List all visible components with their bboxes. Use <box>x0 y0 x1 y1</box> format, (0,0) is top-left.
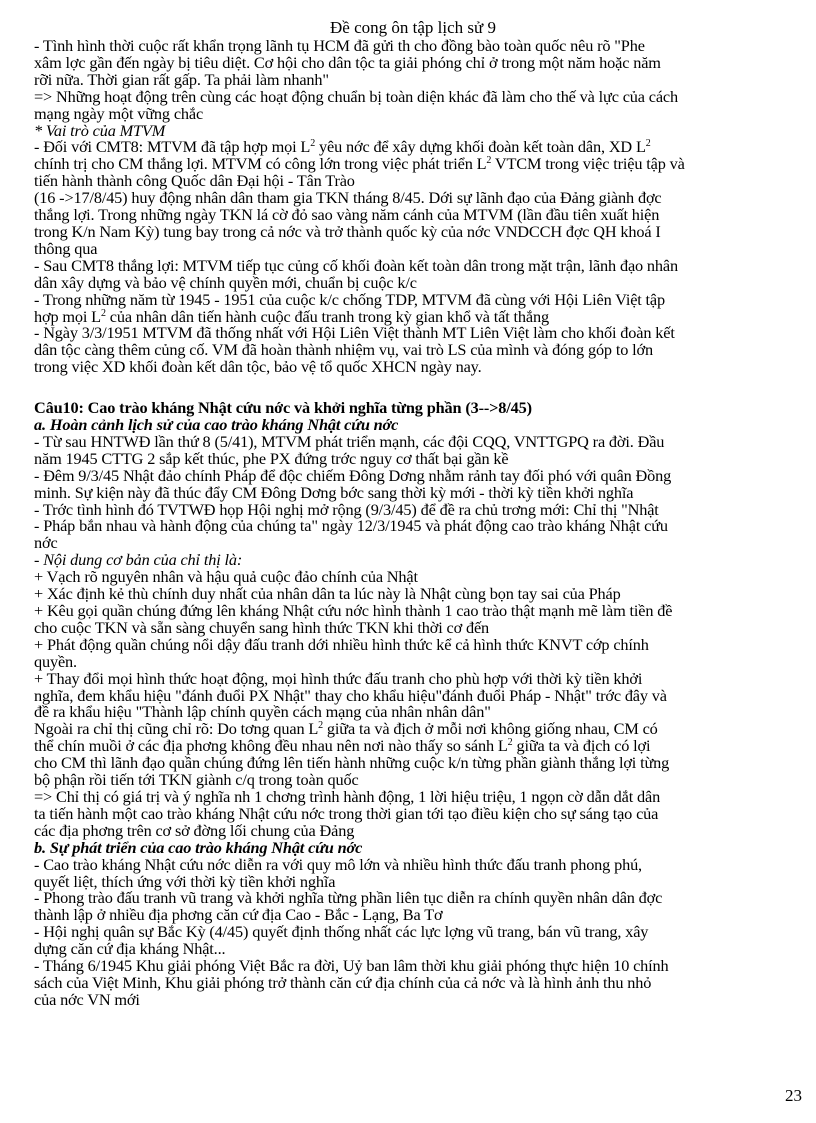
text-segment: giữa ta và địch ở mỗi nơi không giống nhau, CM có <box>323 719 658 739</box>
superscript: 2 <box>100 307 106 319</box>
text-line: xâm lợc gần đến ngày bị tiêu diệt. Cơ hội cho dân tộc ta giải phóng chỉ ở trong một năm hoặc năm <box>34 52 661 72</box>
text-line: + Vạch rõ nguyên nhân và hậu quả cuộc đảo chính của Nhật <box>34 567 418 587</box>
text-segment: VTCM trong việc triệu tập và <box>491 154 685 174</box>
superscript: 2 <box>645 138 651 150</box>
text-line: dân xây dựng và bảo vệ chính quyền mới, chuẩn bị cuộc k/c <box>34 272 417 292</box>
text-line: - Cao trào kháng Nhật cứu nớc diễn ra với quy mô lớn và nhiều hình thức đấu tranh phong phú, <box>34 854 642 874</box>
text-line: quyền. <box>34 651 77 671</box>
text-line: (16 ->17/8/45) huy động nhân dân tham gia TKN tháng 8/45. Dới sự lãnh đạo của Đảng giành đợc <box>34 188 662 208</box>
text-line: các địa phơng trên cơ sở đờng lối chung của Đảng <box>34 820 355 840</box>
text-line: - Sau CMT8 thắng lợi: MTVM tiếp tục củng cố khối đoàn kết toàn dân trong mặt trận, lãnh đạo nhân <box>34 255 678 275</box>
text-segment: chính trị cho CM thắng lợi. MTVM có công lớn trong việc phát triển L <box>34 154 487 174</box>
text-segment: của nhân dân tiến hành cuộc đấu tranh trong kỳ gian khổ và tất thắng <box>105 306 549 326</box>
intro-paragraphs <box>34 38 792 123</box>
text-line: + Phát động quần chúng nổi dậy đấu tranh dới nhiều hình thức kể cả hình thức KNVT cớp chính <box>34 634 649 654</box>
superscript: 2 <box>318 720 324 732</box>
text-line: đề ra khẩu hiệu "Thành lập chính quyền cách mạng của nhân nhân dân" <box>34 702 491 722</box>
section-b-heading: b. Sự phát triển của cao trào kháng Nhật cứu nớc <box>34 837 363 857</box>
text-line: mạng ngày một vững chắc <box>34 103 204 123</box>
section-b-paragraphs <box>34 854 792 1009</box>
text-line: năm 1945 CTTG 2 sắp kết thúc, phe PX đứng trớc nguy cơ thất bại gần kề <box>34 448 509 468</box>
text-segment: giữa ta và địch có lợi <box>512 736 651 756</box>
page-header: Đề cong ôn tập lịch sử 9 <box>330 18 496 37</box>
document-page <box>34 20 792 1009</box>
text-line: cho CM thì lãnh đạo quần chúng đứng lên tiến hành những cuộc k/n từng phần giành thắng lợi từng <box>34 753 670 773</box>
text-line: rỡi nữa. Thời gian rất gấp. Ta phải làm nhanh" <box>34 69 329 89</box>
text-line: - Ngày 3/3/1951 MTVM đã thống nhất với Hội Liên Việt thành MT Liên Việt làm cho khối đoàn kết <box>34 323 675 343</box>
text-line: của nớc VN mới <box>34 989 140 1009</box>
text-line: trong K/n Nam Kỳ) tung bay trong cả nớc và trở thành quốc kỳ của nớc VNDCCH đợc QH khoá I <box>34 221 661 241</box>
text-segment: Ngoài ra chỉ thị cũng chỉ rõ: Do tơng quan L <box>34 719 319 739</box>
text-line: + Thay đổi mọi hình thức hoạt động, mọi hình thức đấu tranh cho phù hợp với thời kỳ tiền khởi <box>34 668 643 688</box>
text-line: dân tộc càng thêm củng cố. VM đã hoàn thành nhiệm vụ, vai trò LS của mình và đóng góp to lớn <box>34 340 653 360</box>
text-line: - Đêm 9/3/45 Nhật đảo chính Pháp để độc chiếm Đông Dơng nhằm rảnh tay đối phó với quân Đồng <box>34 465 672 485</box>
text-line: cho cuộc TKN và sẵn sàng chuyển sang hình thức TKN khi thời cơ đến <box>34 617 490 637</box>
text-line: - Phong trào đấu tranh vũ trang và khởi nghĩa từng phần liên tục diễn ra chính quyền nhân dân đợc <box>34 888 663 908</box>
text-line: => Chỉ thị có giá trị và ý nghĩa nh 1 chơng trình hành động, 1 lời hiệu triệu, 1 ngọn cờ dẫn dắt dân <box>34 786 661 806</box>
text-line: bộ phận rồi tiến tới TKN giành c/q trong toàn quốc <box>34 770 359 790</box>
chi-thi-heading: - Nội dung cơ bản của chỉ thị là: <box>34 550 243 570</box>
vai-tro-paragraphs <box>34 139 792 376</box>
superscript: 2 <box>486 155 492 167</box>
superscript: 2 <box>310 138 316 150</box>
section-a-paragraphs <box>34 431 792 553</box>
text-line: quyết liệt, thích ứng với thời kỳ tiền khởi nghĩa <box>34 871 336 891</box>
text-line: - Tháng 6/1945 Khu giải phóng Việt Bắc ra đời, Uỷ ban lâm thời khu giải phóng thực hiện 10 chính <box>34 956 669 976</box>
text-line: dựng căn cứ địa kháng Nhật... <box>34 939 226 959</box>
text-line: trong việc XD khối đoàn kết dân tộc, bảo vệ tổ quốc XHCN ngày nay. <box>34 357 482 377</box>
ngoai-ra-paragraph <box>34 721 792 839</box>
superscript: 2 <box>507 737 513 749</box>
text-line: minh. Sự kiện này đã thúc đẩy CM Đông Dơng bớc sang thời kỳ mới - thời kỳ tiền khởi nghĩa <box>34 482 634 502</box>
text-segment: yêu nớc để xây dựng khối đoàn kết toàn dân, XD L <box>315 137 646 157</box>
chi-thi-list <box>34 569 792 721</box>
text-line: - Hội nghị quân sự Bắc Kỳ (4/45) quyết định thống nhất các lực lợng vũ trang, bán vũ trang, xây <box>34 922 649 942</box>
text-line: thành lập ở nhiều địa phơng căn cứ địa Cao - Bắc - Lạng, Ba Tơ <box>34 905 443 925</box>
text-line: - Trớc tình hình đó TVTWĐ họp Hội nghị mở rộng (9/3/45) để đề ra chủ trơng mới: Chỉ thị "Nhật <box>34 499 659 519</box>
text-line: + Xác định kẻ thù chính duy nhất của nhân dân ta lúc này là Nhật cùng bọn tay sai của Pháp <box>34 584 621 604</box>
text-line: - Trong những năm từ 1945 - 1951 của cuộc k/c chống TDP, MTVM đã cùng với Hội Liên Việt tập <box>34 289 665 309</box>
text-line: tiến hành thành công Quốc dân Đại hội - Tân Trào <box>34 171 355 191</box>
page-number: 23 <box>785 1086 802 1105</box>
text-segment: - Đối với CMT8: MTVM đã tập hợp mọi L <box>34 137 311 157</box>
text-line: sách của Việt Minh, Khu giải phóng trở thành căn cứ địa chính của cả nớc và là hình ảnh thu nhỏ <box>34 972 652 992</box>
text-line: nghĩa, đem khẩu hiệu "đánh đuổi PX Nhật" thay cho khẩu hiệu"đánh đuổi Pháp - Nhật" trớc đây và <box>34 685 667 705</box>
text-segment: thể chín muồi ở các địa phơng không đều nhau nên nơi nào thấy so sánh L <box>34 736 508 756</box>
text-line: ta tiến hành một cao trào kháng Nhật cứu nớc trong thời gian tới tạo điều kiện cho sự sáng tạo của <box>34 803 659 823</box>
section-a-heading: a. Hoàn cảnh lịch sử của cao trào kháng Nhật cứu nớc <box>34 415 399 435</box>
text-line: + Kêu gọi quần chúng đứng lên kháng Nhật cứu nớc hình thành 1 cao trào thật mạnh mẽ làm tiền đề <box>34 601 673 620</box>
text-line: thông qua <box>34 238 98 258</box>
text-line: nớc <box>34 533 58 553</box>
cau10-heading: Câu10: Cao trào kháng Nhật cứu nớc và khởi nghĩa từng phần (3-->8/45) <box>34 398 532 418</box>
text-line: - Tình hình thời cuộc rất khẩn trọng lãnh tụ HCM đã gửi th cho đồng bào toàn quốc nêu rõ "Phe <box>34 36 645 55</box>
vai-tro-heading: * Vai trò của MTVM <box>34 120 166 140</box>
text-line: - Từ sau HNTWĐ lần thứ 8 (5/41), MTVM phát triển mạnh, các đội CQQ, VNTTGPQ ra đời. Đầu <box>34 431 665 451</box>
text-line: - Pháp bắn nhau và hành động của chúng ta" ngày 12/3/1945 và phát động cao trào kháng Nhật cứu <box>34 516 668 536</box>
text-line: thắng lợi. Trong những ngày TKN lá cờ đỏ sao vàng năm cánh của MTVM (lần đầu tiên xuất hiện <box>34 205 660 225</box>
text-line: => Những hoạt động trên cùng các hoạt động chuẩn bị toàn diện khác đã làm cho thế và lực của cách <box>34 86 678 106</box>
text-segment: hợp mọi L <box>34 306 101 326</box>
